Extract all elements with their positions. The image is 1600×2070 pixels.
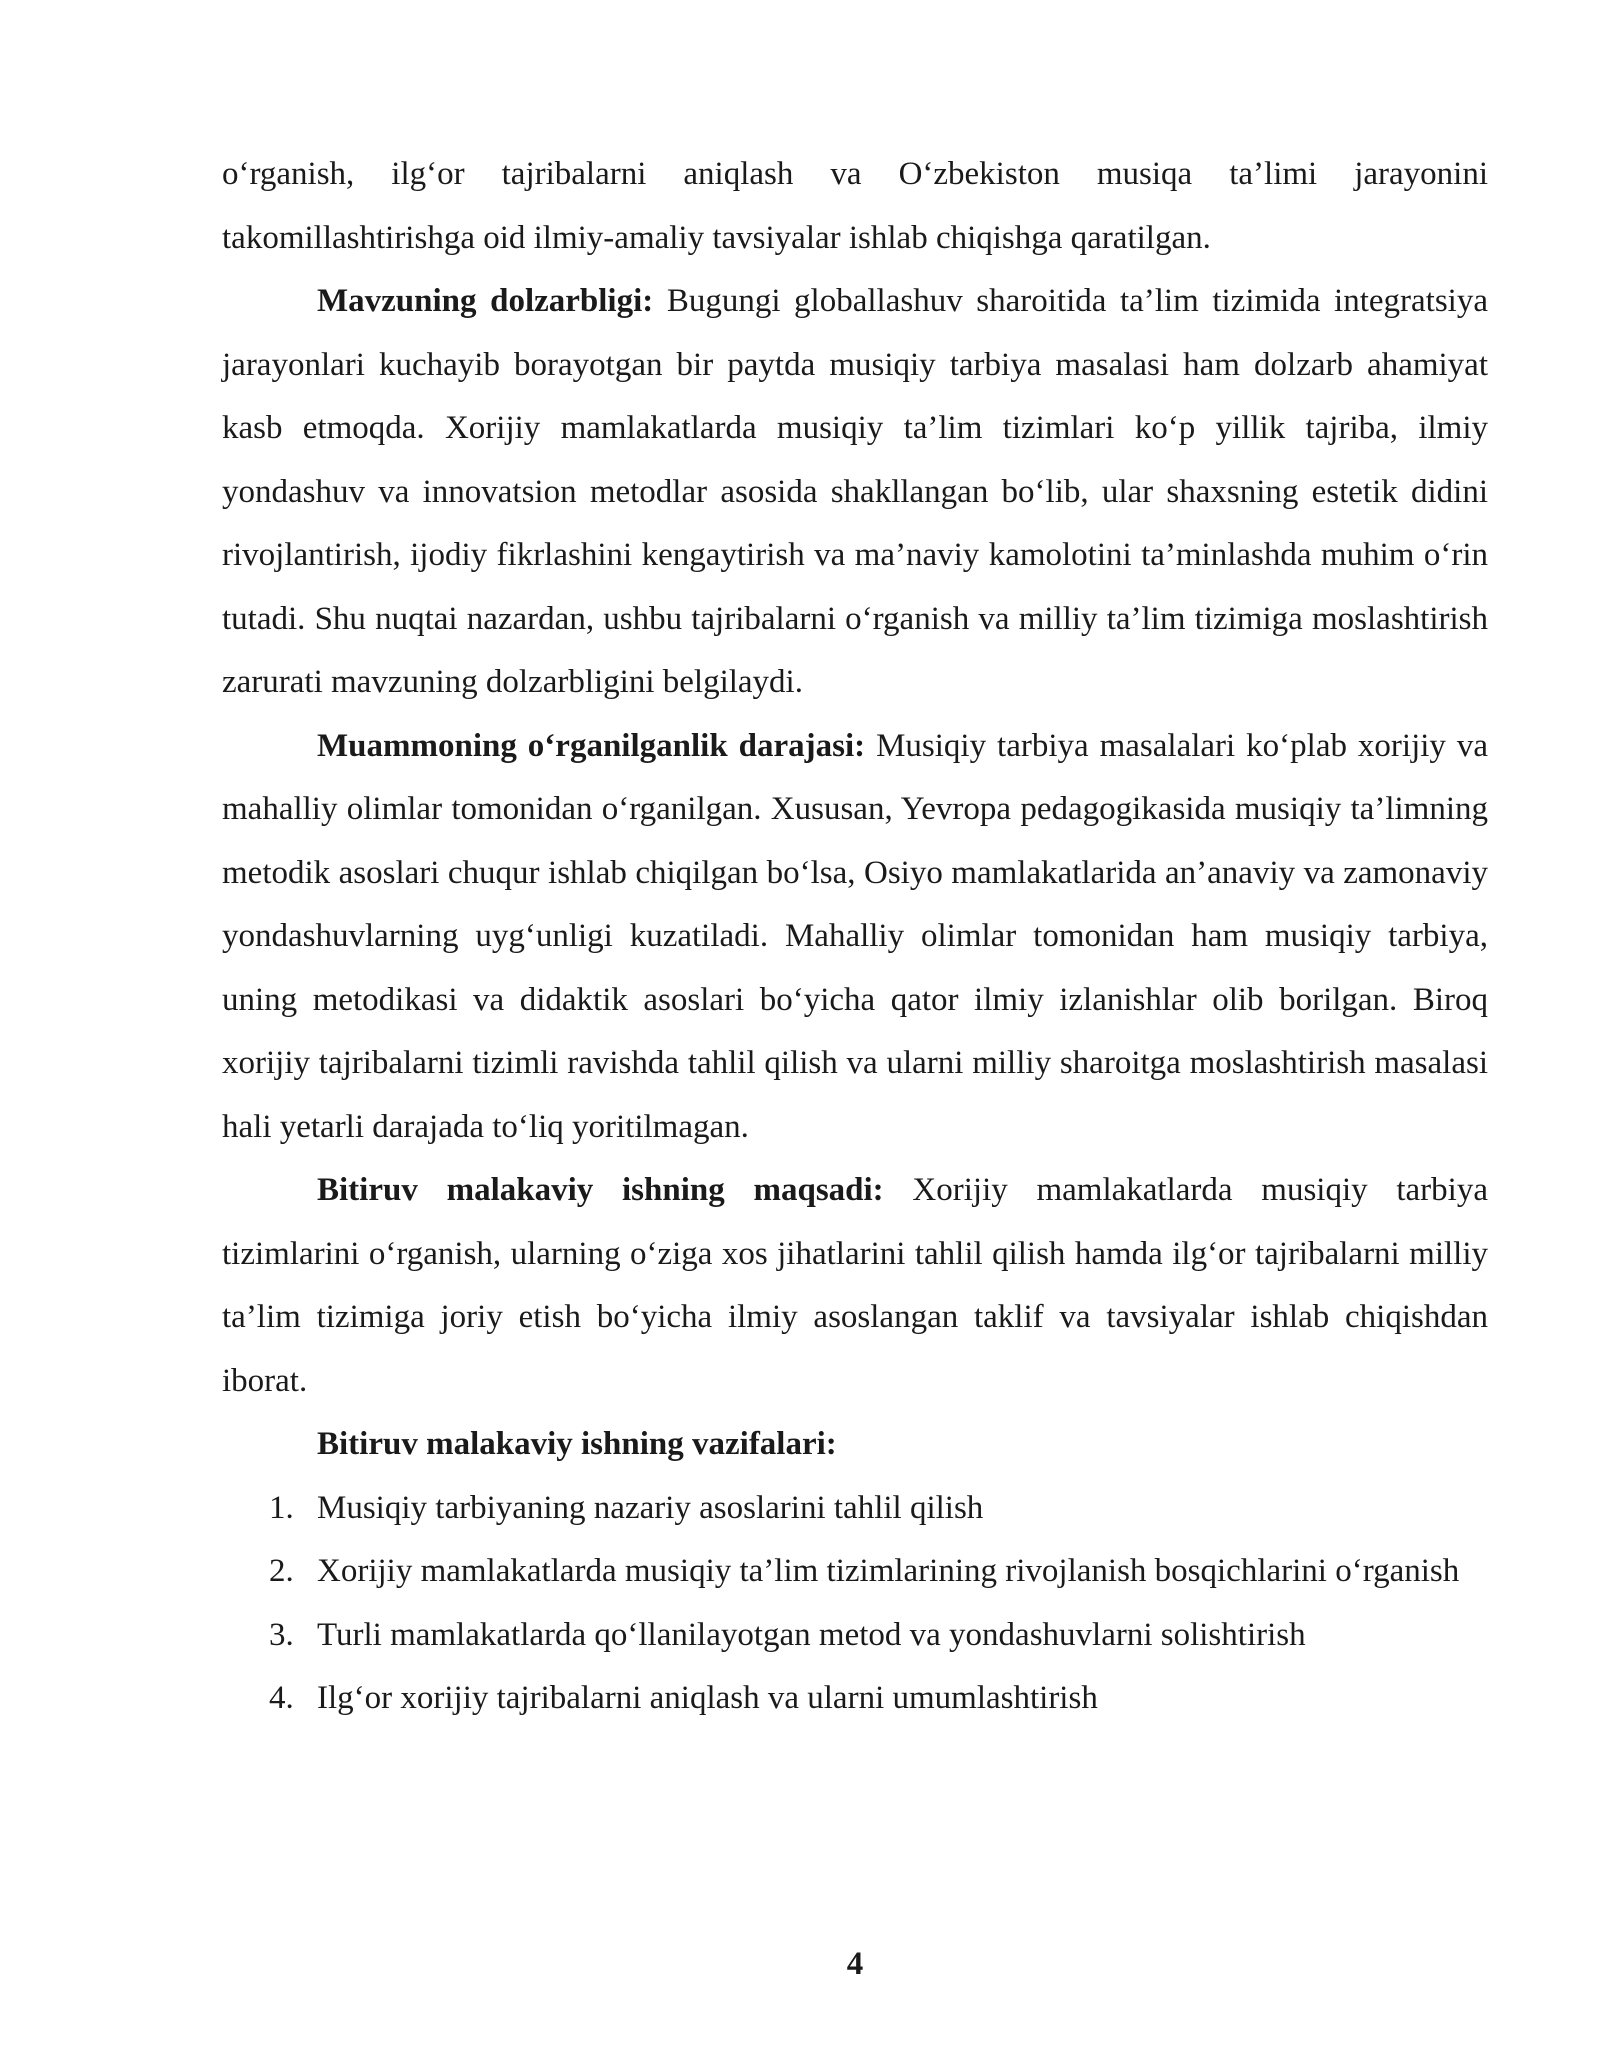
relevance-paragraph — [222, 270, 1488, 715]
task-number: 4. — [269, 1680, 294, 1716]
relevance-text: Bugungi globallashuv sharoitida ta’lim tizimida integratsiya jarayonlari kuchayib borayotgan bir paytda musiqiy tarbiya masalasi ham dolzarb ahamiyat kasb etmoqda. Xorijiy mamlakatlarda musiqiy ta’lim tizimlari ko‘p yillik tajriba, ilmiy yondashuv va innovatsion metodlar asosida shakllangan bo‘lib, ular shaxsning estetik didini rivojlantirish, ijodiy fikrlashini kengaytirish va ma’naviy kamolotini ta’minlashda muhim o‘rin tutadi. Shu nuqtai nazardan, ushbu tajribalarni o‘rganish va milliy ta’lim tizimiga moslashtirish zarurati mavzuning dolzarbligini belgilaydi. — [222, 283, 1488, 700]
task-item — [222, 1477, 1488, 1541]
intro-continuation-paragraph: o‘rganish, ilg‘or tajribalarni aniqlash va O‘zbekiston musiqa ta’limi jarayonini takomillashtirishga oid ilmiy-amaliy tavsiyalar ishlab chiqishga qaratilgan. — [222, 156, 1488, 256]
task-number: 2. — [269, 1553, 294, 1589]
tasks-heading: Bitiruv malakaviy ishning vazifalari: — [317, 1426, 837, 1462]
task-text: Musiqiy tarbiyaning nazariy asoslarini tahlil qilish — [317, 1489, 984, 1526]
study-level-text: Musiqiy tarbiya masalalari ko‘plab xorijiy va mahalliy olimlar tomonidan o‘rganilgan. Xususan, Yevropa pedagogikasida musiqiy ta’limning metodik asoslari chuqur ishlab chiqilgan bo‘lsa, Osiyo mamlakatlarida an’anaviy va zamonaviy yondashuvlarning uyg‘unligi kuzatiladi. Mahalliy olimlar tomonidan ham musiqiy tarbiya, uning metodikasi va didaktik asoslari bo‘yicha qator ilmiy izlanishlar olib borilgan. Biroq xorijiy tajribalarni tizimli ravishda tahlil qilish va ularni milliy sharoitga moslashtirish masalasi hali yetarli darajada to‘liq yoritilmagan. — [222, 727, 1489, 1145]
document-page — [222, 143, 1488, 1731]
task-text: Turli mamlakatlarda qo‘llanilayotgan metod va yondashuvlarni solishtirish — [317, 1616, 1306, 1653]
goal-label: Bitiruv malakaviy ishning maqsadi: — [317, 1172, 884, 1208]
task-number: 1. — [269, 1489, 294, 1526]
goal-text: Xorijiy mamlakatlarda musiqiy tarbiya tizimlarini o‘rganish, ularning o‘ziga xos jihatlarini tahlil qilish hamda ilg‘or tajribalarni milliy ta’lim tizimiga joriy etish bo‘yicha ilmiy asoslangan taklif va tavsiyalar ishlab chiqishdan iborat. — [222, 1172, 1488, 1399]
page-number: 4 — [846, 1946, 864, 1982]
task-number: 3. — [269, 1616, 294, 1653]
task-item — [222, 1604, 1488, 1668]
tasks-list — [222, 1477, 1488, 1731]
goal-paragraph — [222, 1159, 1488, 1413]
study-level-label: Muammoning o‘rganilganlik darajasi: — [317, 727, 866, 764]
task-item — [222, 1667, 1488, 1731]
study-level-paragraph — [222, 715, 1488, 1160]
task-text: Ilg‘or xorijiy tajribalarni aniqlash va ularni umumlashtirish — [317, 1680, 1098, 1716]
relevance-label: Mavzuning dolzarbligi: — [317, 283, 654, 319]
task-text: Xorijiy mamlakatlarda musiqiy ta’lim tizimlarining rivojlanish bosqichlarini o‘rganish — [317, 1553, 1460, 1589]
task-item — [222, 1540, 1488, 1604]
